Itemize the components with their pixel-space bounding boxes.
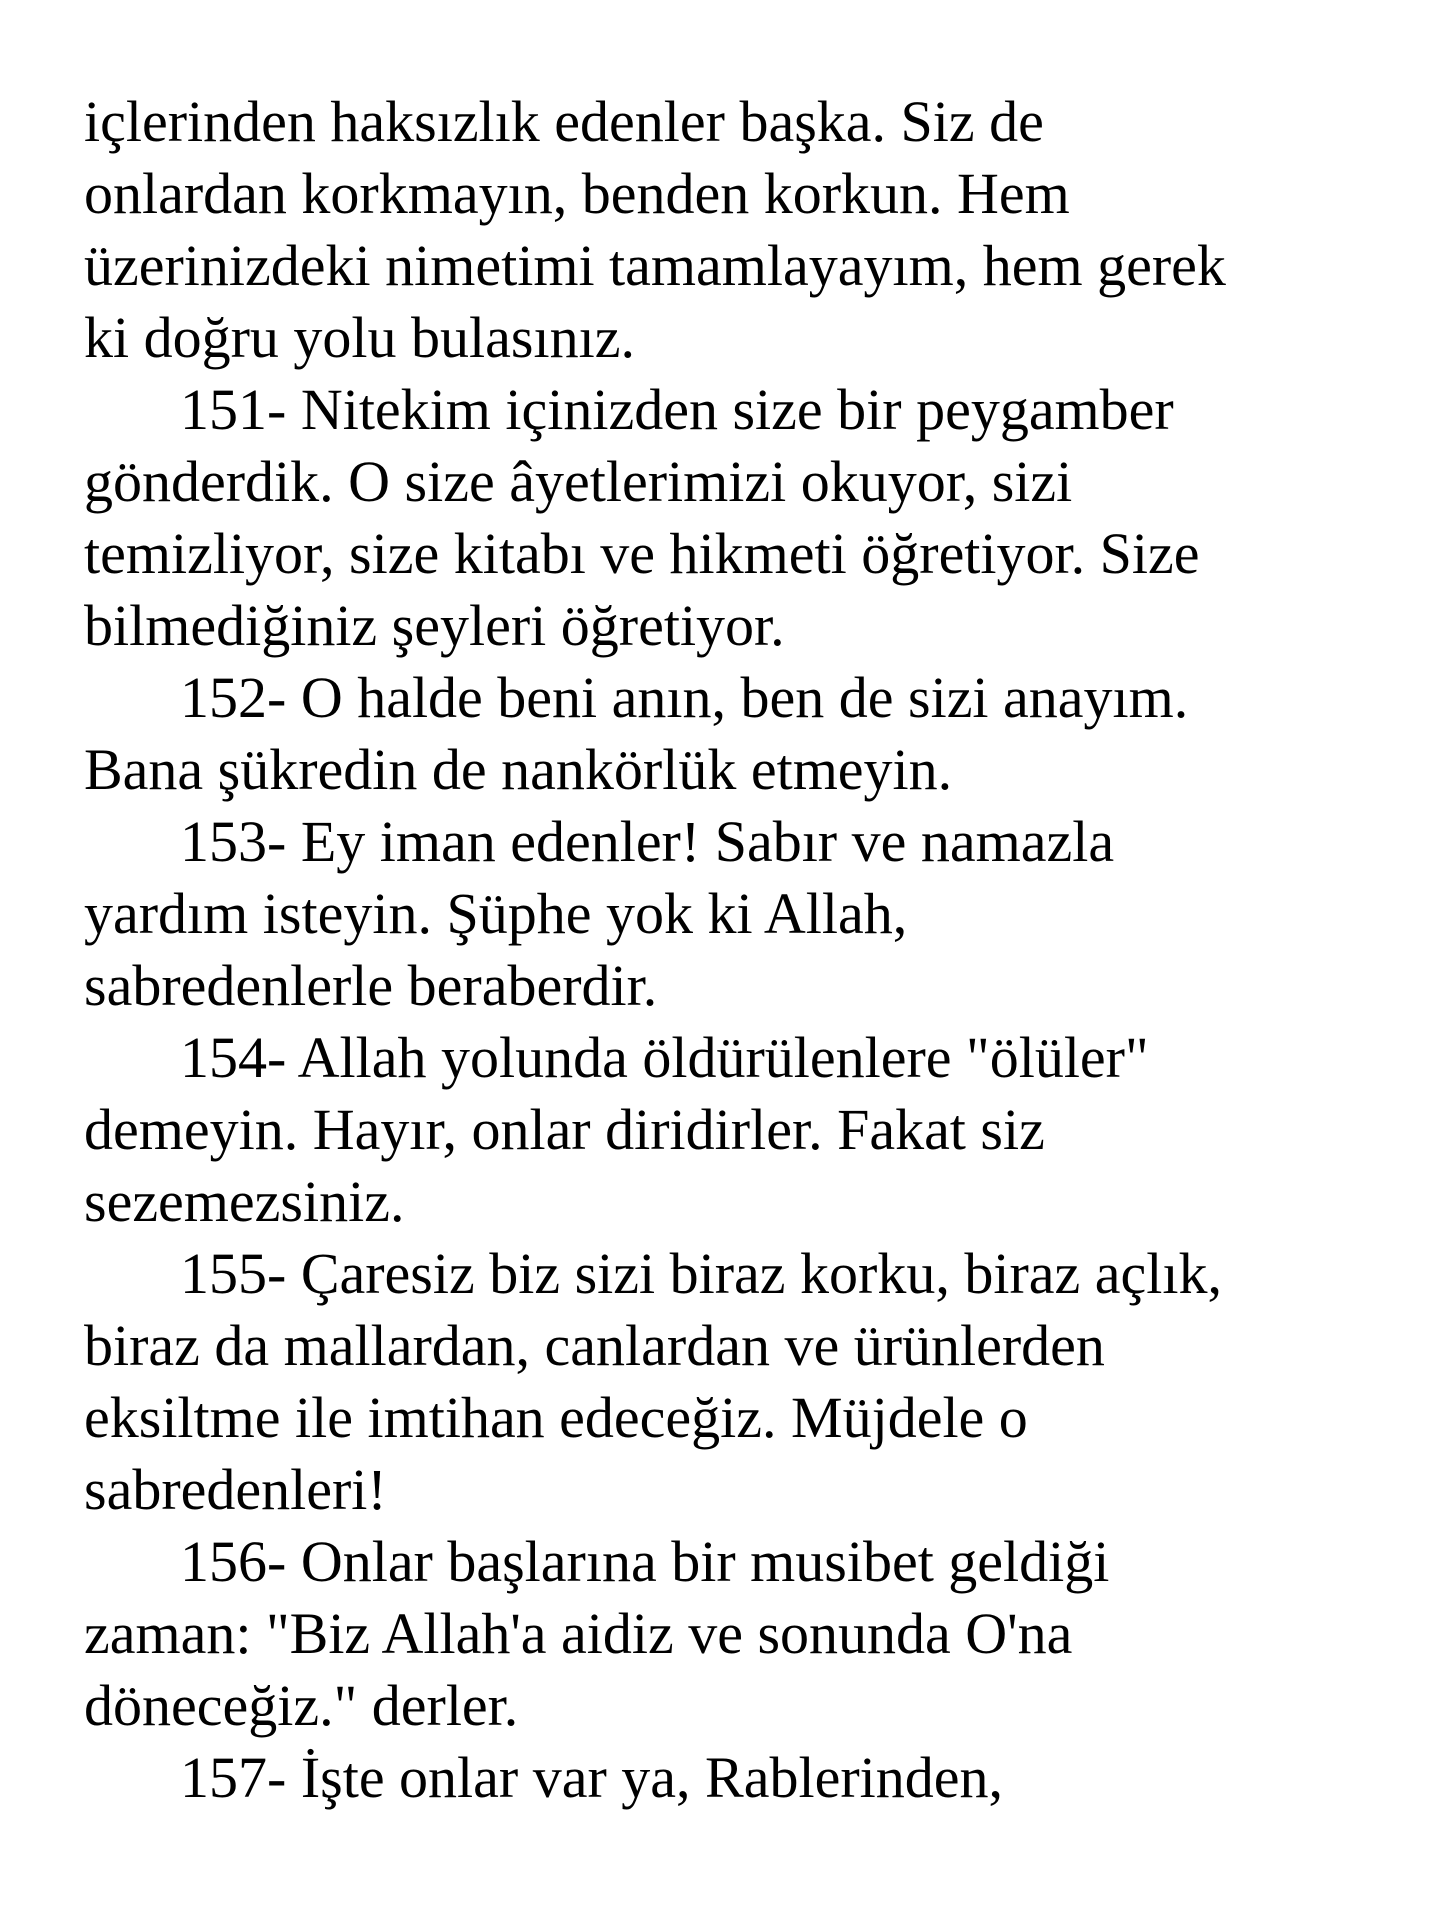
text-line-3: üzerinizdeki nimetimi tamamlayayım, hem gerek — [84, 233, 1226, 298]
text-line-6: gönderdik. O size âyetlerimizi okuyor, sizi — [84, 449, 1073, 514]
text-line-1: içlerinden haksızlık edenler başka. Siz de — [84, 89, 1044, 154]
document-page — [84, 86, 1404, 1814]
text-line-12: yardım isteyin. Şüphe yok ki Allah, — [84, 881, 908, 946]
verse-153-start: 153- Ey iman edenler! Sabır ve namazla — [180, 809, 1115, 874]
text-line-2: onlardan korkmayın, benden korkun. Hem — [84, 161, 1070, 226]
text-line-18: biraz da mallardan, canlardan ve ürünlerden — [84, 1313, 1105, 1378]
text-line-7: temizliyor, size kitabı ve hikmeti öğretiyor. Size — [84, 521, 1200, 586]
text-line-16: sezemezsiniz. — [84, 1169, 405, 1234]
text-line-19: eksiltme ile imtihan edeceğiz. Müjdele o — [84, 1385, 1028, 1450]
verse-155-start: 155- Çaresiz biz sizi biraz korku, biraz açlık, — [180, 1241, 1222, 1306]
text-line-13: sabredenlerle beraberdir. — [84, 953, 658, 1018]
text-line-20: sabredenleri! — [84, 1457, 387, 1522]
text-line-8: bilmediğiniz şeyleri öğretiyor. — [84, 593, 785, 658]
text-line-23: döneceğiz." derler. — [84, 1673, 519, 1738]
text-line-10: Bana şükredin de nankörlük etmeyin. — [84, 737, 953, 802]
text-line-15: demeyin. Hayır, onlar diridirler. Fakat siz — [84, 1097, 1045, 1162]
verse-154-start: 154- Allah yolunda öldürülenlere "ölüler" — [180, 1025, 1149, 1090]
verse-157-start: 157- İşte onlar var ya, Rablerinden, — [180, 1745, 1003, 1810]
verse-152-start: 152- O halde beni anın, ben de sizi anayım. — [180, 665, 1189, 730]
text-line-22: zaman: "Biz Allah'a aidiz ve sonunda O'na — [84, 1601, 1073, 1666]
verse-151-start: 151- Nitekim içinizden size bir peygamber — [180, 377, 1174, 442]
verse-156-start: 156- Onlar başlarına bir musibet geldiği — [180, 1529, 1110, 1594]
text-line-4: ki doğru yolu bulasınız. — [84, 305, 635, 370]
